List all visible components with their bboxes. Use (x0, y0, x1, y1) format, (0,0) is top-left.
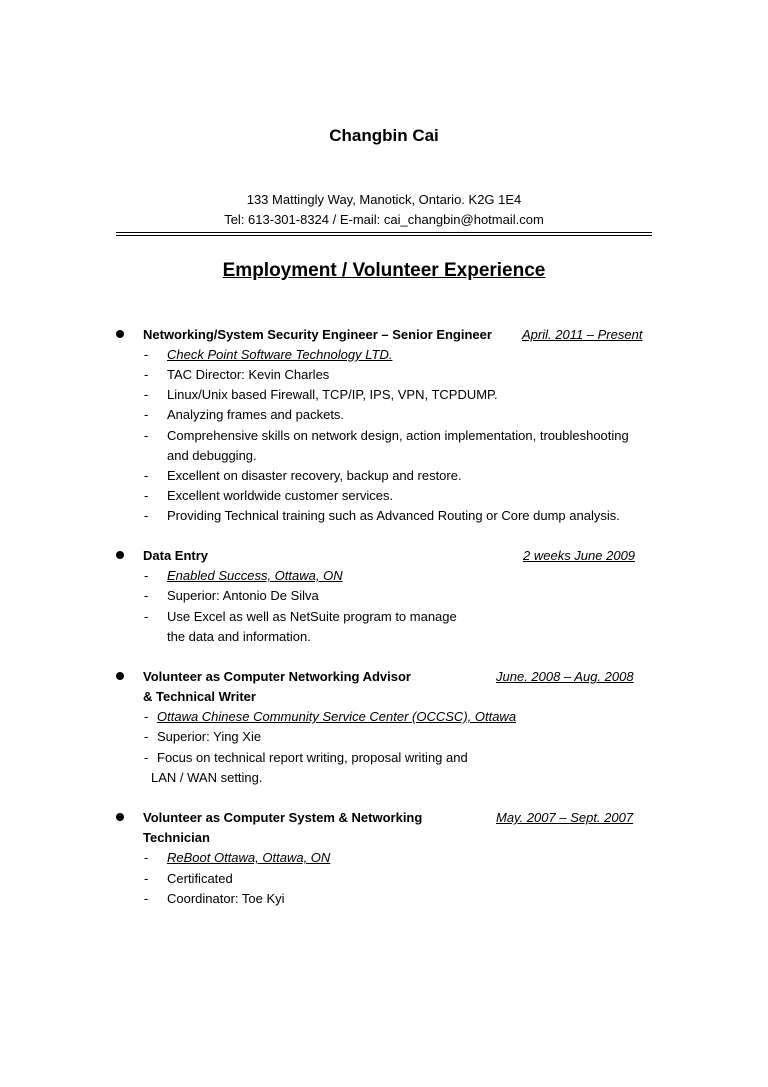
dash: - (144, 468, 149, 483)
dash: - (144, 387, 149, 402)
dash: - (144, 367, 149, 382)
section-title-text: Employment / Volunteer Experience (222, 260, 546, 281)
dash: - (144, 871, 149, 886)
dash: - (144, 588, 149, 603)
dash: - (144, 729, 149, 744)
bullet-icon (116, 813, 124, 821)
entry-item: Certificated (167, 871, 233, 886)
entry-date: May. 2007 – Sept. 2007 (496, 810, 634, 825)
header-rule-top (116, 232, 652, 233)
entry-item: Use Excel as well as NetSuite program to manage (167, 609, 457, 624)
dash: - (144, 750, 149, 765)
entry-title-continued: Technician (143, 830, 210, 845)
employer-name: Ottawa Chinese Community Service Center (OCCSC), Ottawa (157, 709, 517, 724)
entry-item-continued: LAN / WAN setting. (151, 770, 263, 785)
dash: - (144, 407, 149, 422)
entry-title: Networking/System Security Engineer – Senior Engineer (143, 327, 492, 342)
employer-name: ReBoot Ottawa, Ottawa, ON (167, 850, 331, 865)
entry-item: Linux/Unix based Firewall, TCP/IP, IPS, VPN, TCPDUMP. (167, 387, 498, 402)
entry-item: Focus on technical report writing, proposal writing and (157, 750, 468, 765)
resume-name: Changbin Cai (329, 126, 439, 145)
employer-name: Enabled Success, Ottawa, ON (167, 568, 343, 583)
entry-item: Analyzing frames and packets. (167, 407, 345, 422)
bullet-icon (116, 551, 124, 559)
bullet-icon (116, 330, 124, 338)
entry-date: April. 2011 – Present (522, 327, 643, 342)
dash: - (144, 347, 149, 362)
entry-item: Excellent on disaster recovery, backup and restore. (167, 468, 462, 483)
employer-name: Check Point Software Technology LTD. (167, 347, 393, 362)
dash: - (144, 850, 149, 865)
entry-date: June. 2008 – Aug. 2008 (496, 669, 634, 684)
dash: - (144, 568, 149, 583)
entry-item: Superior: Ying Xie (157, 729, 262, 744)
entry-item-continued: and debugging. (167, 448, 257, 463)
dash: - (144, 891, 149, 906)
entry-date: 2 weeks June 2009 (523, 548, 636, 563)
entry-title: Data Entry (143, 548, 209, 563)
address-line: 133 Mattingly Way, Manotick, Ontario. K2G 1E4 (246, 192, 522, 207)
entry-title-continued: & Technical Writer (143, 689, 256, 704)
contact-line: Tel: 613-301-8324 / E-mail: cai_changbin@hotmail.com (224, 212, 544, 227)
entry-item: Coordinator: Toe Kyi (167, 891, 285, 906)
header-rule-bottom (116, 235, 652, 236)
entry-item: Superior: Antonio De Silva (167, 588, 319, 603)
dash: - (144, 709, 149, 724)
dash: - (144, 508, 149, 523)
entry-title: Volunteer as Computer Networking Advisor (143, 669, 411, 684)
entry-title: Volunteer as Computer System & Networking (143, 810, 423, 825)
bullet-icon (116, 672, 124, 680)
dash: - (144, 428, 149, 443)
section-title (0, 260, 768, 282)
entry-item: Providing Technical training such as Advanced Routing or Core dump analysis. (167, 508, 620, 523)
entry-item-continued: the data and information. (167, 629, 311, 644)
dash: - (144, 488, 149, 503)
entry-item: Excellent worldwide customer services. (167, 488, 394, 503)
entry-item: Comprehensive skills on network design, action implementation, troubleshooting (167, 428, 629, 443)
dash: - (144, 609, 149, 624)
entry-item: TAC Director: Kevin Charles (167, 367, 330, 382)
